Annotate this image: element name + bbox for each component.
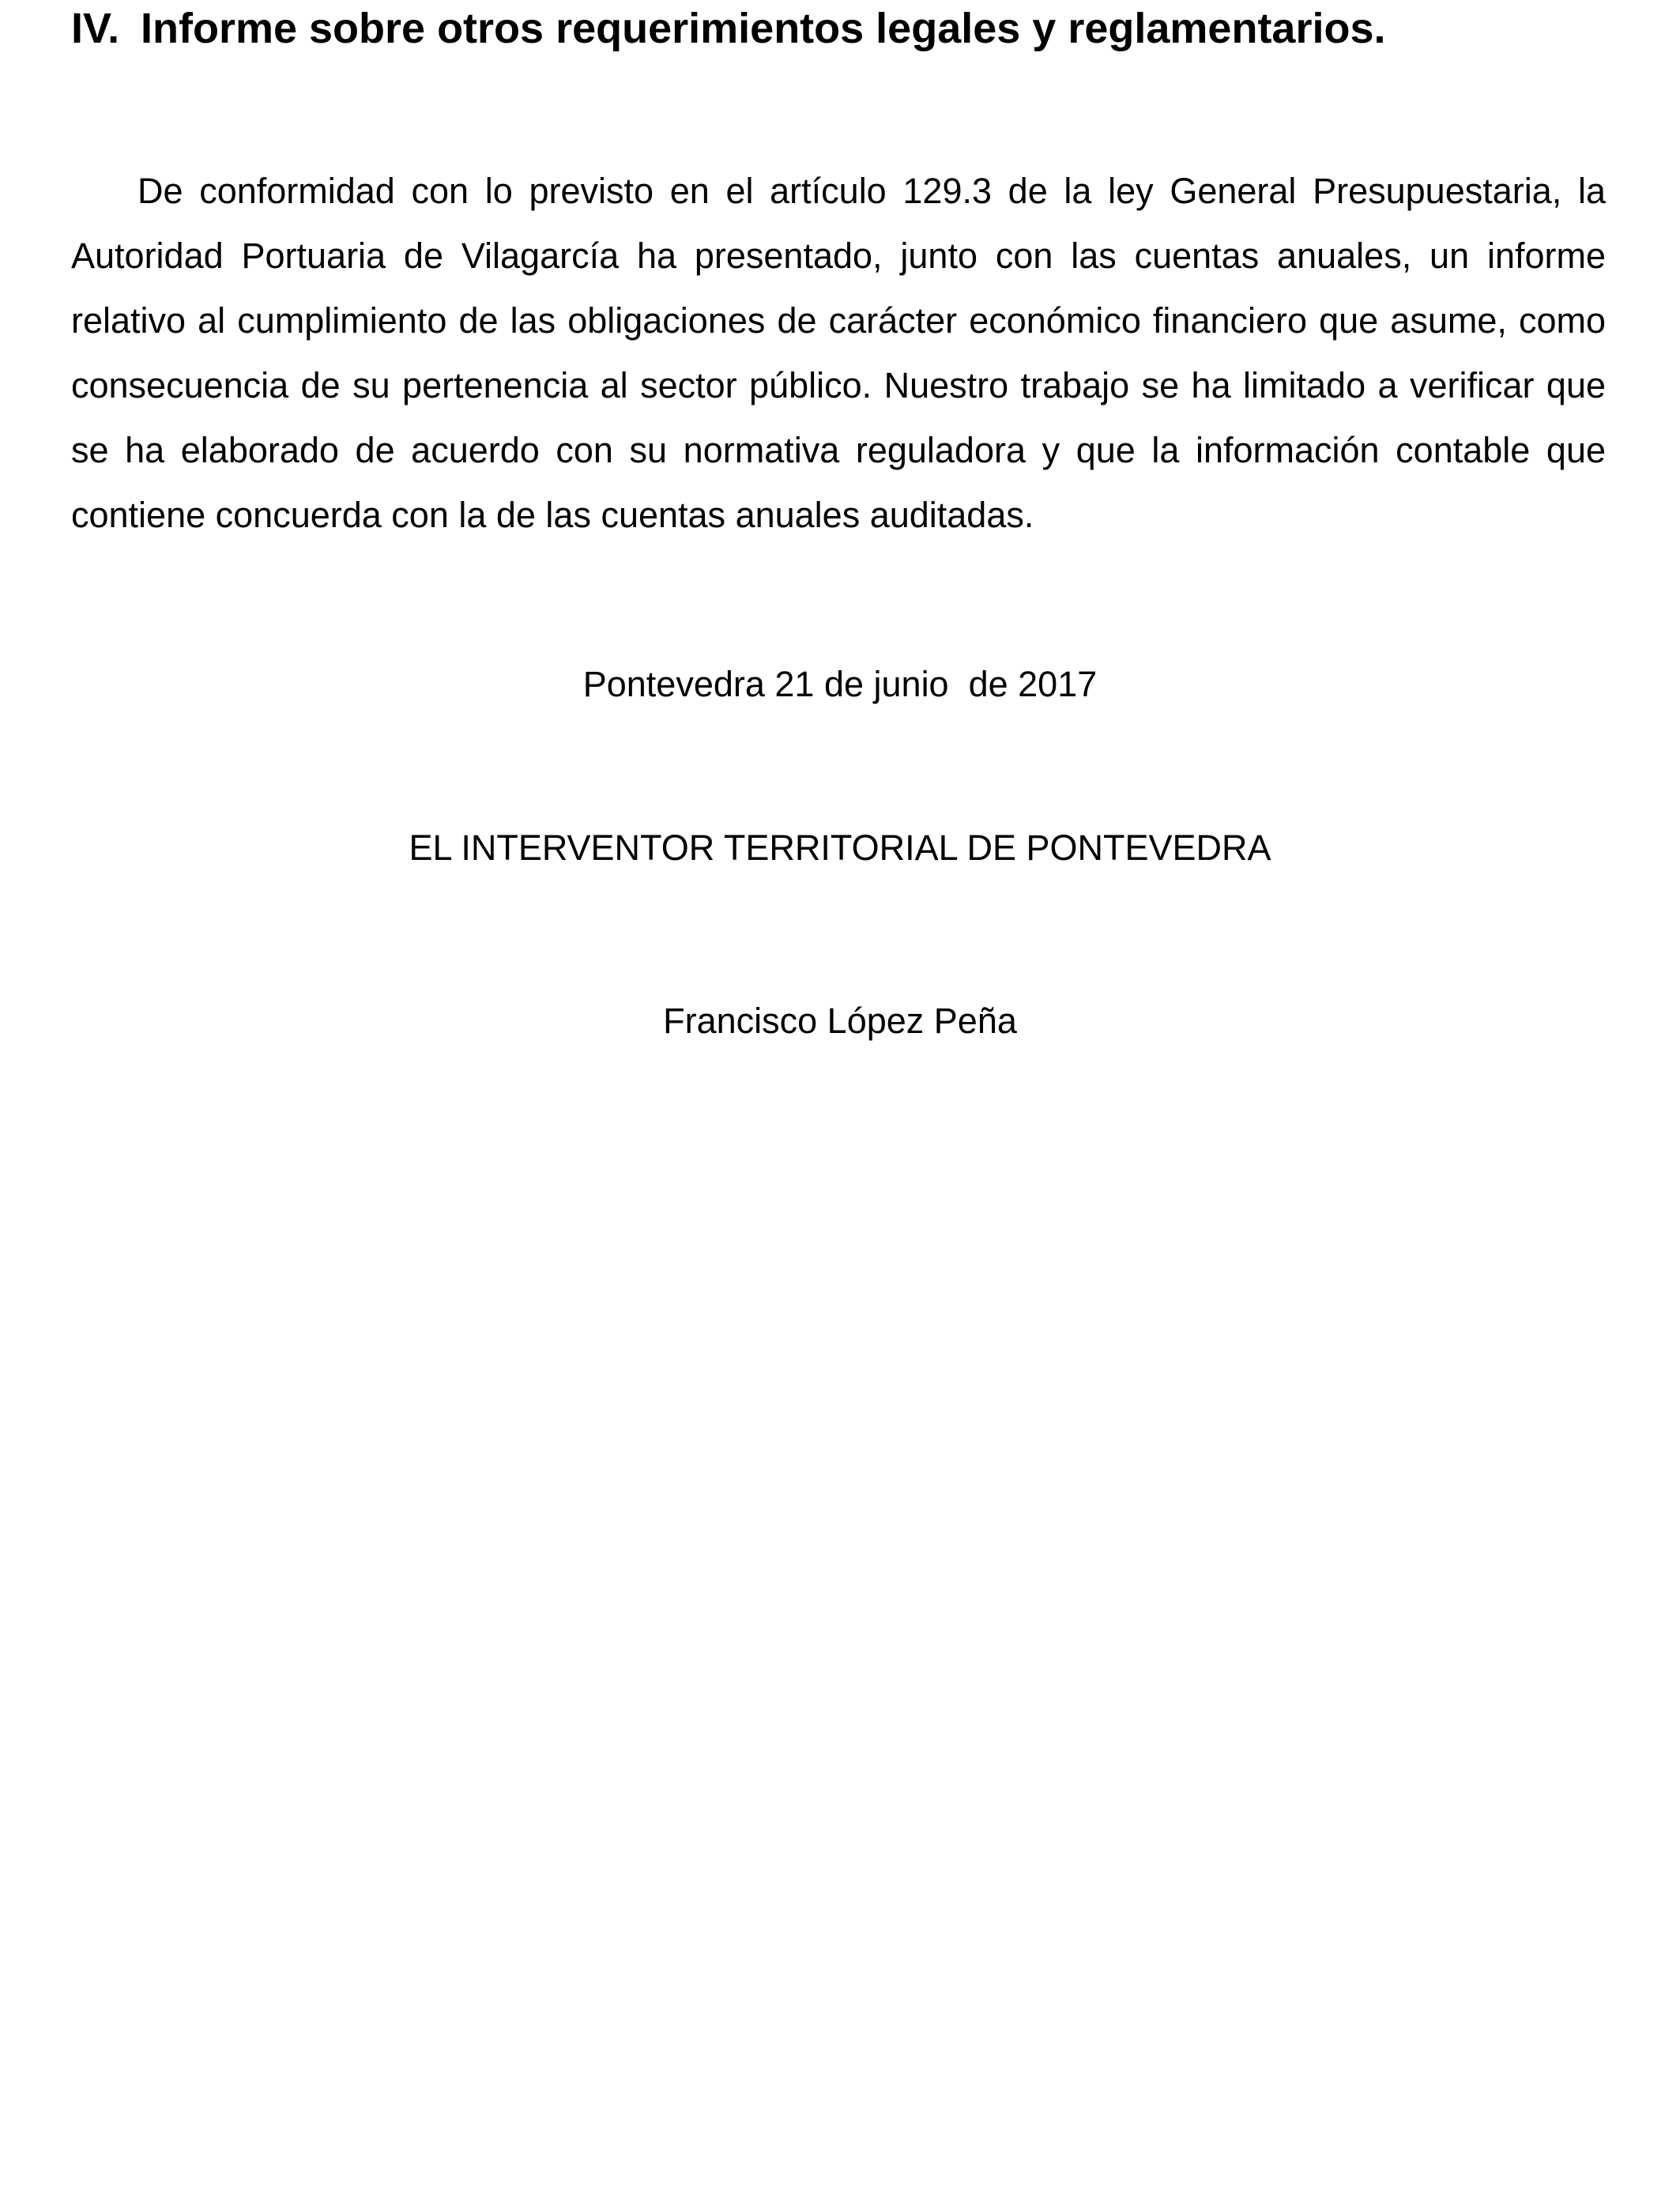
place-date: Pontevedra 21 de junio de 2017 bbox=[582, 664, 1098, 704]
body-paragraph: De conformidad con lo previsto en el artículo 129.3 de la ley General Presupuestaria, la Autoridad Portuaria de Vilagarcía ha presentado, junto con las cuentas anuales, un informe relativo al cumplimiento de las obligaciones de carácter económico financiero que asume, como consecuencia de su pertenencia al sector público. Nuestro trabajo se ha limitado a verificar que se ha elaborado de acuerdo con su normativa reguladora y que la información contable que contiene concuerda con la de las cuentas anuales auditadas. bbox=[71, 171, 1606, 535]
signatory-name: Francisco López Peña bbox=[663, 1001, 1017, 1041]
section-heading bbox=[71, 0, 1612, 57]
section-title: Informe sobre otros requerimientos legales y reglamentarios. bbox=[141, 5, 1386, 52]
section-number: IV. bbox=[71, 5, 120, 52]
signatory-role: EL INTERVENTOR TERRITORIAL DE PONTEVEDRA bbox=[409, 827, 1271, 868]
